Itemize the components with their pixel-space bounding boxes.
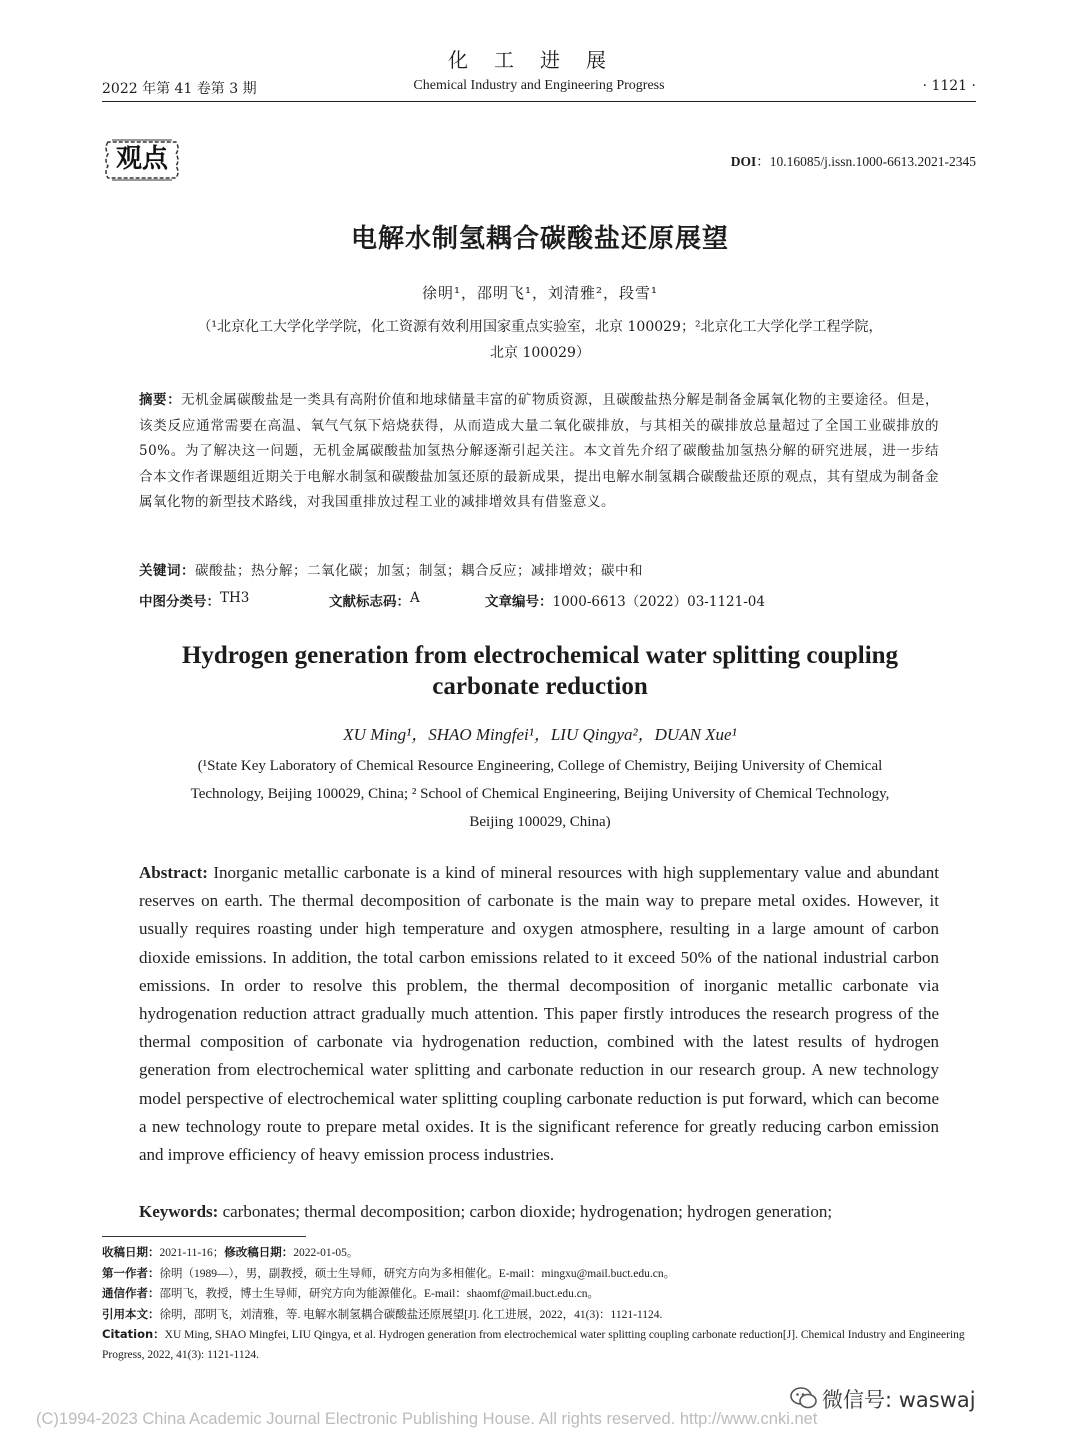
- badge-label: 观点: [115, 144, 168, 174]
- affiliation-cn-line2: 北京 100029）: [490, 345, 590, 361]
- keywords-cn-label: 关键词：: [139, 563, 195, 579]
- cite-cn: 徐明，邵明飞，刘清雅，等. 电解水制氢耦合碳酸盐还原展望[J]. 化工进展，2022，41(3)：1121-1124.: [159, 1308, 663, 1321]
- affiliation-en-line1: (¹State Key Laboratory of Chemical Resource Engineering, College of Chemistry, Beijing University of Chemical: [197, 758, 883, 774]
- received-date: 2021-11-16；: [159, 1247, 225, 1259]
- keywords-en-label: Keywords:: [139, 1202, 219, 1221]
- first-author-info: 徐明（1989—），男，副教授，硕士生导师，研究方向为多相催化。E-mail：mingxu@mail.buct.edu.cn。: [159, 1267, 676, 1280]
- article-no-value: 1000-6613（2022）03-1121-04: [552, 594, 765, 610]
- received-label: 收稿日期：: [102, 1245, 160, 1259]
- affiliation-cn: [0, 314, 1080, 366]
- keywords-cn: [139, 559, 939, 585]
- title-en-line1: Hydrogen generation from electrochemical water splitting coupling: [181, 642, 899, 669]
- wechat-watermark: 微信号: waswaj: [822, 1388, 976, 1412]
- revised-date: 2022-01-05。: [293, 1247, 359, 1259]
- corresponding-info: 邵明飞，教授，博士生导师，研究方向为能源催化。E-mail：shaomf@mail.buct.edu.cn。: [159, 1288, 600, 1300]
- cite-en-label: Citation：: [102, 1327, 165, 1341]
- title-en-line2: carbonate reduction: [432, 673, 648, 700]
- keywords-en-text: carbonates; thermal decomposition; carbon dioxide; hydrogenation; hydrogen generation;: [222, 1202, 833, 1221]
- title-cn: 电解水制氢耦合碳酸盐还原展望: [350, 224, 729, 254]
- abstract-cn: [139, 388, 939, 516]
- abstract-cn-text: 无机金属碳酸盐是一类具有高附价值和地球储量丰富的矿物质资源，且碳酸盐热分解是制备金属氧化物的主要途径。但是，该类反应通常需要在高温、氧气气氛下焙烧获得，从而造成大量二氧化碳排放，与其相关的碳排放总量超过了全国工业碳排放的50%。为了解决这一问题，无机金属碳酸盐加氢热分解逐渐引起关注。本文首先介绍了碳酸盐加氢热分解的研究进展，进一步结合本文作者课题组近期关于电解水制氢和碳酸盐加氢还原的最新成果，提出电解水制氢耦合碳酸盐还原的观点，其有望成为制备金属氧化物的新型技术路线，对我国重排放过程工业的减排增效具有借鉴意义。: [139, 392, 940, 510]
- affiliation-cn-line1: （¹北京化工大学化学学院，化工资源有效利用国家重点实验室，北京 100029；²北京化工大学化学工程学院，: [197, 319, 883, 335]
- article-no-label: 文章编号：: [485, 594, 553, 610]
- copyright-notice: (C)1994-2023 China Academic Journal Electronic Publishing House. All rights reserved. http://www.cnki.net: [36, 1410, 818, 1428]
- first-author-label: 第一作者：: [102, 1265, 160, 1280]
- abstract-en-label: Abstract:: [139, 863, 208, 882]
- doi-label: DOI: [730, 154, 757, 169]
- page-number: · 1121 ·: [922, 78, 976, 94]
- clc-label: 中图分类号：: [139, 594, 220, 610]
- footnotes: [102, 1243, 976, 1365]
- revised-label: 修改稿日期：: [224, 1245, 294, 1259]
- doi-value: ：10.16085/j.issn.1000-6613.2021-2345: [756, 154, 976, 169]
- authors-en: XU Ming¹，SHAO Mingfei¹，LIU Qingya²，DUAN Xue¹: [343, 725, 737, 744]
- wechat-icon: [790, 1385, 818, 1411]
- clc-value: TH3: [220, 590, 250, 606]
- doc-code-value: A: [410, 590, 420, 606]
- title-en: [0, 640, 1080, 702]
- journal-name-cn: 化工进展: [448, 48, 632, 72]
- keywords-cn-text: 碳酸盐；热分解；二氧化碳；加氢；制氢；耦合反应；减排增效；碳中和: [195, 563, 643, 579]
- abstract-en-text: Inorganic metallic carbonate is a kind of mineral resources with high supplementary value and abundant reserves on earth. The thermal decomposition of carbonate is the main way to prepare metal oxides. However, it usually requires roasting under high temperature and oxygen atmosphere, resulting in a large amount of carbon dioxide emissions. In addition, the total carbon emissions related to it exceed 50% of the national industrial carbon emissions. In order to resolve this problem, the thermal decomposition of inorganic metallic carbonate via hydrogenation reduction attract gradually much attention. This paper firstly introduces the research progress of the thermal composition of carbonate via hydrogenation reduction, combined with the latest results of hydrogen generation from electrochemical water splitting and carbonate reduction in our research group. A new technology model perspective of electrochemical water splitting coupling carbonate reduction is put forward, which can become a new technology route to prepare metal oxides. It is the significant reference for greatly reducing carbon emission and improve efficiency of heavy emission process industries.: [139, 863, 940, 1165]
- viewpoint-badge: [102, 134, 182, 184]
- header-rule: [102, 101, 976, 102]
- cite-en: XU Ming, SHAO Mingfei, LIU Qingya, et al. Hydrogen generation from electrochemical water splitting coupling carbonate reduction[J]. Chemical Industry and Engineering Progress, 2022, 41(3): 1121-1124.: [102, 1329, 965, 1361]
- keywords-en: [139, 1198, 939, 1226]
- abstract-cn-label: 摘要：: [139, 392, 182, 408]
- cite-cn-label: 引用本文：: [102, 1306, 160, 1321]
- abstract-en: [139, 859, 939, 1169]
- journal-name-en: Chemical Industry and Engineering Progress: [413, 78, 665, 93]
- doc-code-label: 文献标志码：: [329, 594, 410, 610]
- affiliation-en-line2: Technology, Beijing 100029, China; ² School of Chemical Engineering, Beijing University of Chemical Technology,: [190, 786, 890, 802]
- running-header: [102, 78, 976, 100]
- affiliation-en-line3: Beijing 100029, China): [469, 814, 611, 830]
- issue-info: 2022 年第 41 卷第 3 期: [102, 81, 257, 97]
- corresponding-label: 通信作者：: [102, 1286, 160, 1300]
- authors-cn: 徐明¹，邵明飞¹，刘清雅²，段雪¹: [421, 284, 659, 302]
- footnote-rule: [102, 1236, 306, 1237]
- doi-line: [731, 150, 976, 170]
- affiliation-en: [0, 752, 1080, 836]
